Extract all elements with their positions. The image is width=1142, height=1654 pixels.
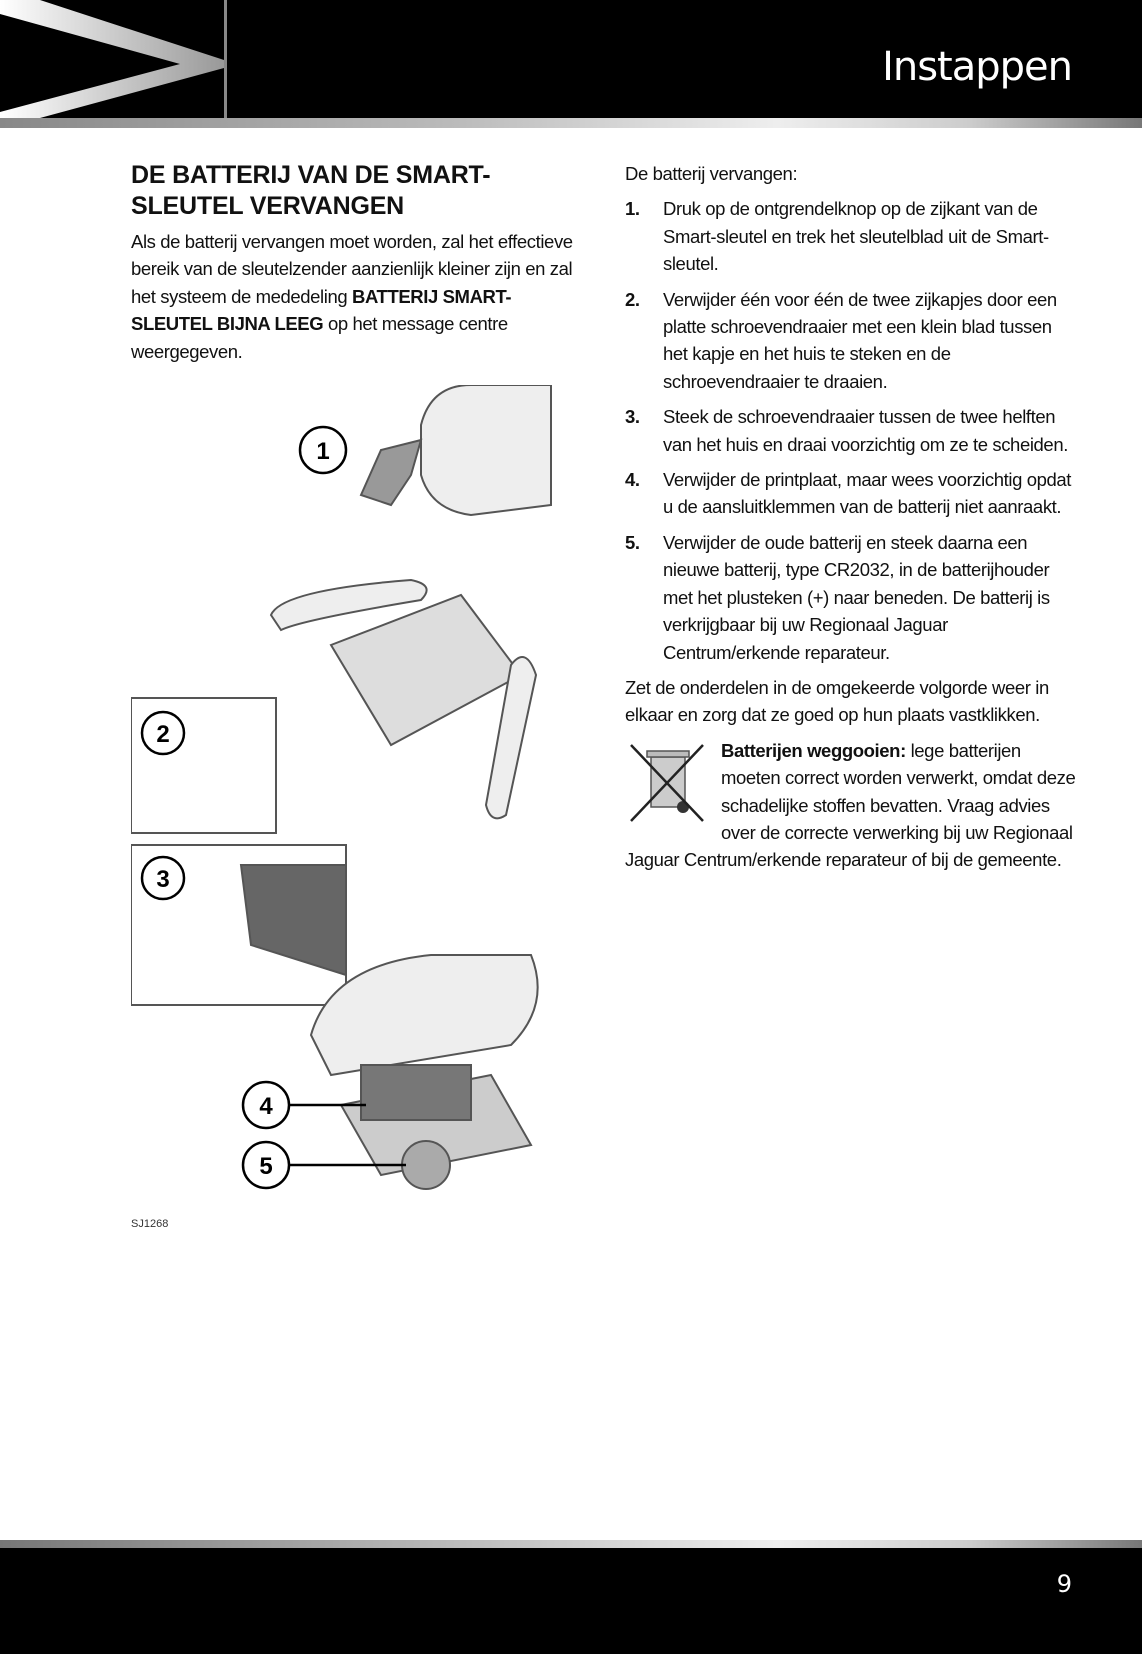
disposal-text: lege batterijen moeten correct worden verwerkt, omdat deze schadelijke stoffen bevatten. Vraag advies over de correcte verwerking bij uw Regionaal Jaguar Centrum/erkende reparateur of bij de gemeente.: [625, 739, 1076, 871]
steps-lead: De batterij vervangen:: [625, 163, 798, 184]
step-item: [625, 403, 1080, 458]
warning-message: BATTERIJ SMART-SLEUTEL BIJNA LEEG: [131, 285, 512, 335]
step-number: 2.: [625, 288, 640, 310]
chevron-logo-icon: [0, 0, 228, 118]
step-number: 4.: [625, 469, 640, 491]
left-column: [131, 160, 576, 373]
callout-label: 2: [156, 721, 170, 748]
step-item: [625, 195, 1080, 277]
page-header: [0, 0, 1142, 118]
step-number: 3.: [625, 406, 640, 428]
intro-text-end: op het message centre weergegeven.: [131, 313, 508, 362]
header-divider: [224, 0, 227, 118]
smart-key-battery-illustration: [131, 385, 581, 1230]
footer-gradient-bar: [0, 1540, 1142, 1548]
section-title: Instappen: [882, 44, 1072, 90]
step-text: Druk op de ontgrendelknop op de zijkant van de Smart-sleutel en trek het sleutelblad uit de Smart-sleutel.: [663, 198, 1049, 275]
step-text: Verwijder de printplaat, maar wees voorzichtig opdat u de aansluitklemmen van de batterij niet aanraakt.: [663, 469, 1072, 518]
step-item: [625, 466, 1080, 521]
step-text: Steek de schroevendraaier tussen de twee helften van het huis en draai voorzichtig om ze te scheiden.: [663, 406, 1068, 455]
disposal-label: Batterijen weggooien:: [721, 739, 906, 761]
callout-label: 3: [156, 866, 170, 893]
intro-paragraph: [131, 228, 576, 365]
step-number: 5.: [625, 531, 640, 553]
step-number: 1.: [625, 198, 640, 220]
header-gradient-bar: [0, 118, 1142, 128]
step-item: [625, 529, 1080, 666]
step-text: Verwijder de oude batterij en steek daarna een nieuwe batterij, type CR2032, in de batterijhouder met het plusteken (+) naar beneden. De batterij is verkrijgbaar bij uw Regionaal Jaguar Centrum/erkende reparateur.: [663, 531, 1050, 663]
callout-label: 1: [316, 438, 330, 465]
callout-label: 4: [259, 1093, 273, 1120]
reassemble-paragraph: Zet de onderdelen in de omgekeerde volgorde weer in elkaar en zorg dat ze goed op hun plaats vastklikken.: [625, 676, 1049, 726]
page-footer: [0, 1548, 1142, 1654]
step-text: Verwijder één voor één de twee zijkapjes door een platte schroevendraaier met een klein blad tussen het kapje en het huis te steken en de schroevendraaier te draaien.: [663, 288, 1057, 392]
page-number: 9: [1056, 1570, 1072, 1598]
right-column: [625, 160, 1080, 874]
steps-list: [625, 195, 1080, 666]
intro-text: Als de batterij vervangen moet worden, zal het effectieve bereik van de sleutelzender aanzienlijk kleiner zijn en zal het systeem de mededeling: [131, 231, 573, 307]
disposal-note: [625, 737, 1080, 874]
figure-code: SJ1268: [131, 1218, 169, 1230]
step-item: [625, 286, 1080, 396]
crossed-out-bin-icon: [627, 741, 709, 825]
callout-label: 5: [259, 1153, 273, 1180]
section-heading: DE BATTERIJ VAN DE SMART-SLEUTEL VERVANGEN: [131, 161, 491, 220]
